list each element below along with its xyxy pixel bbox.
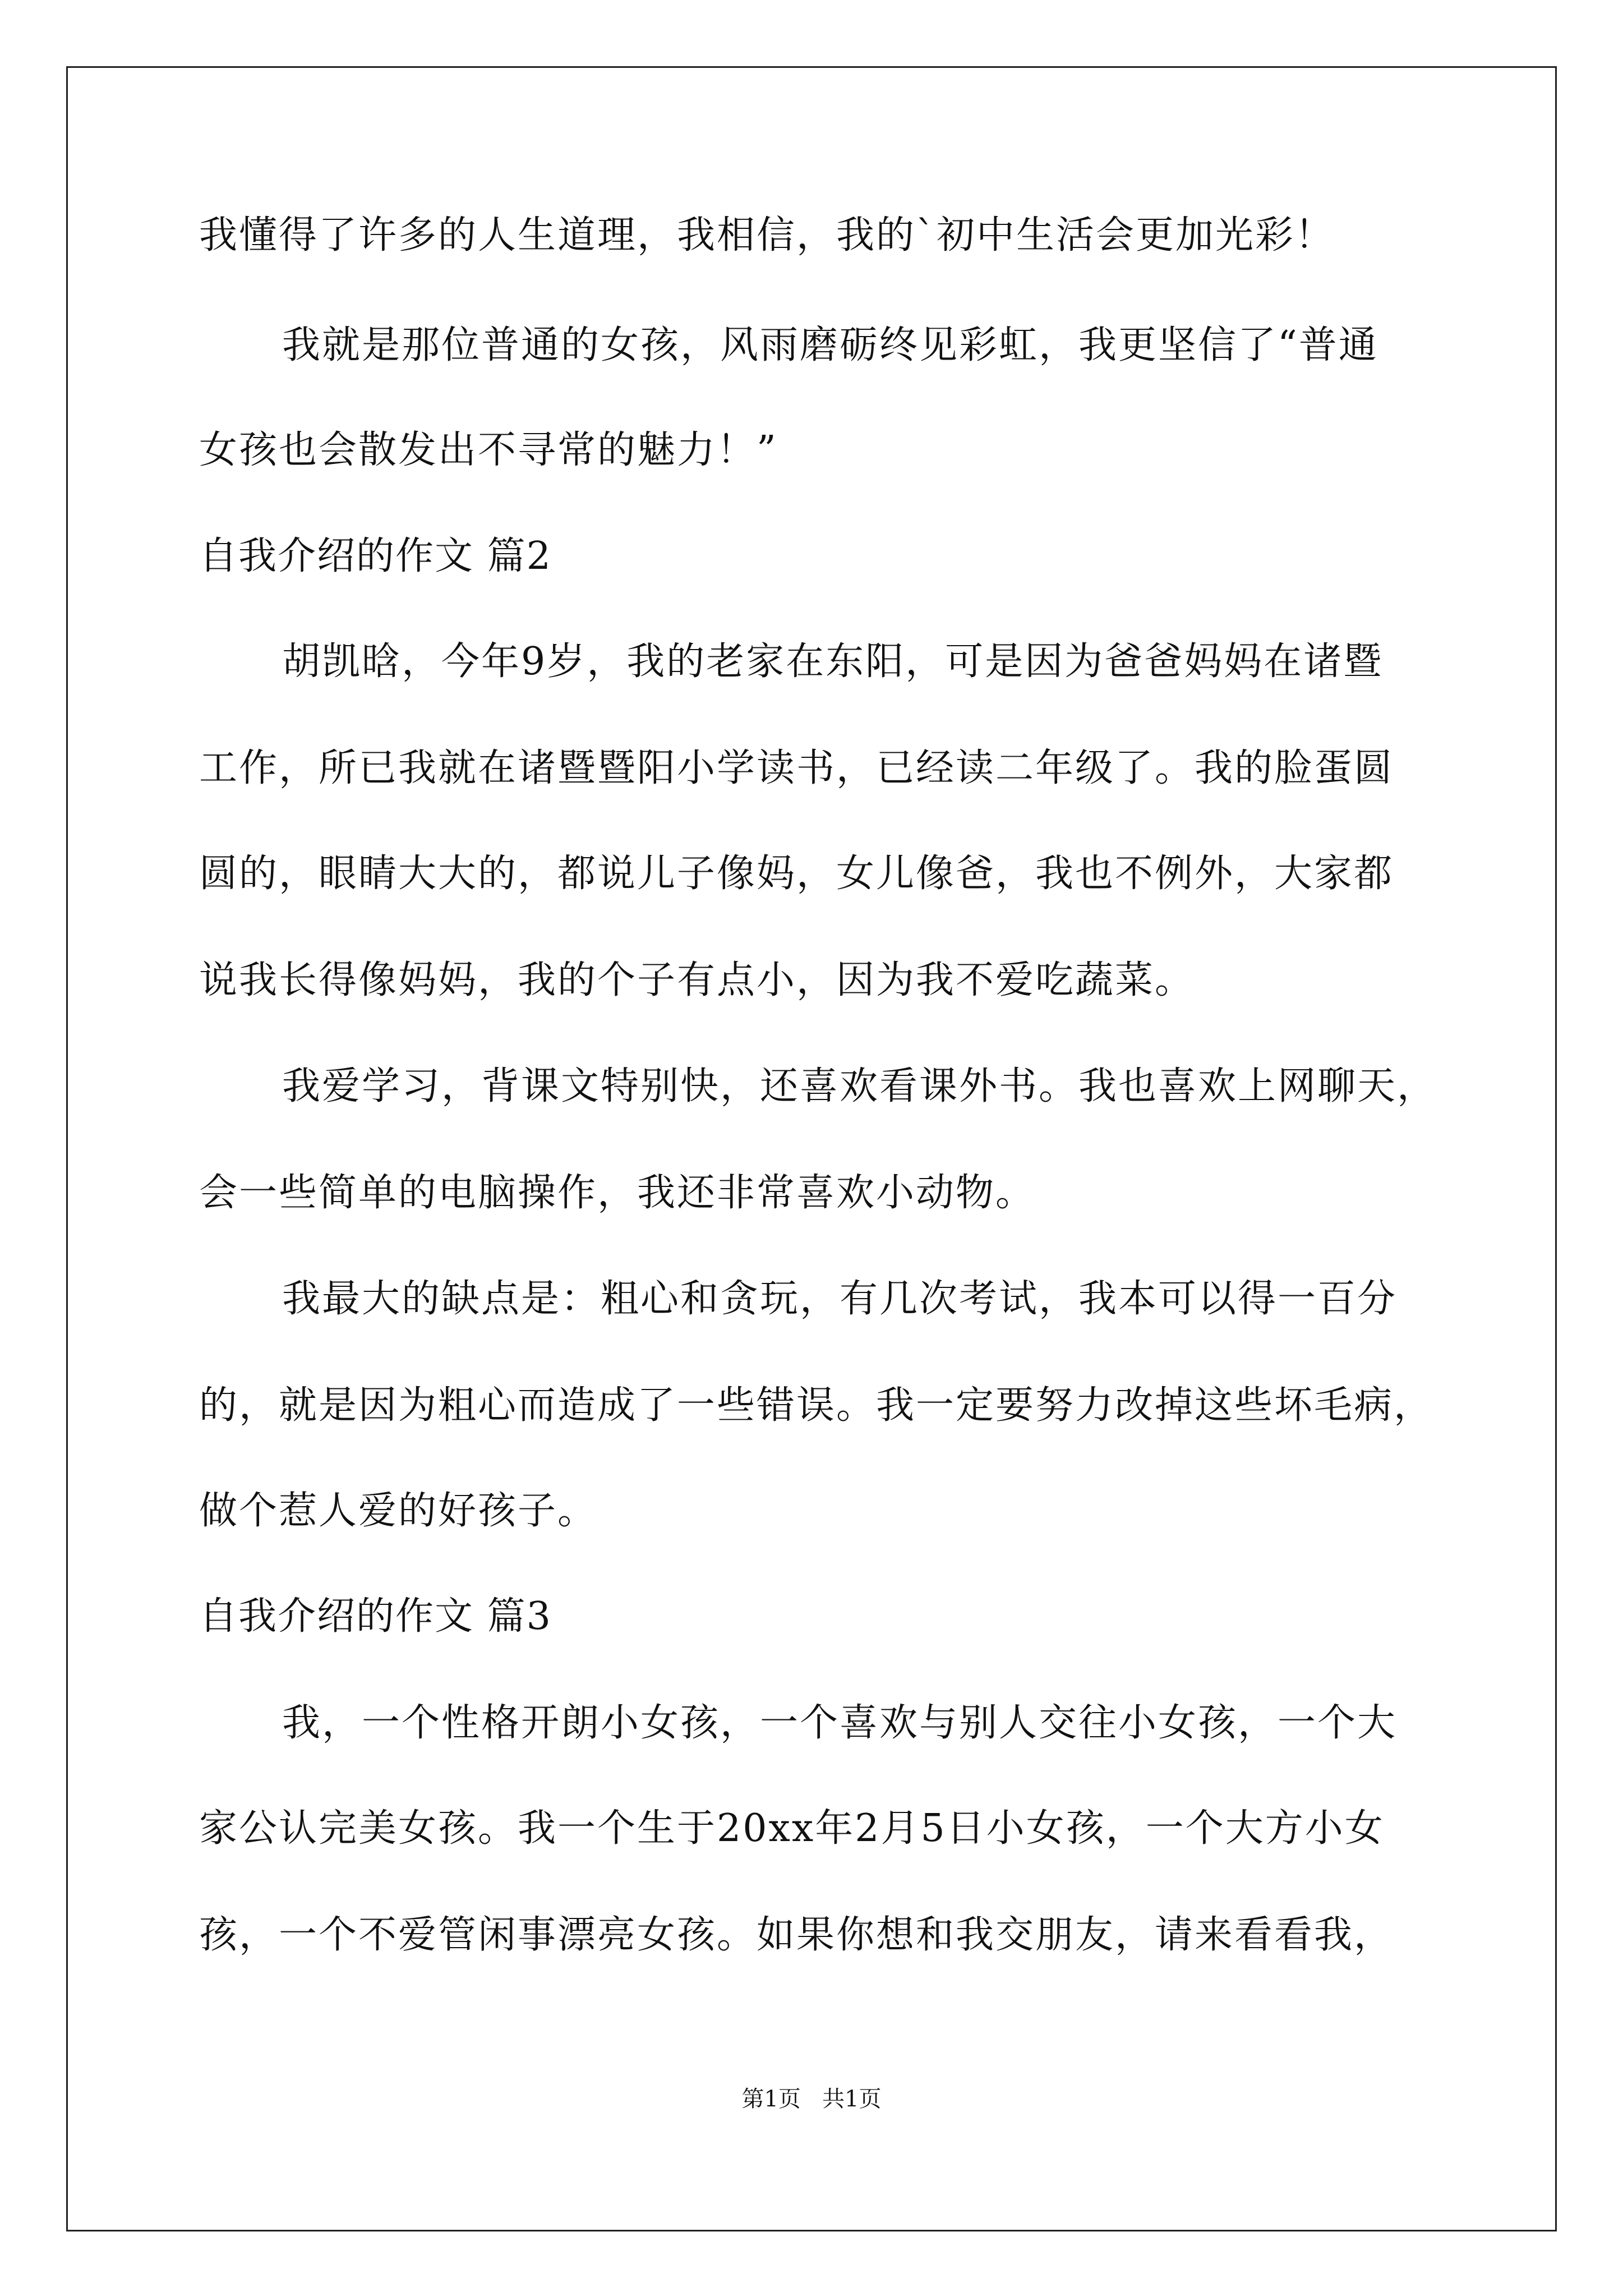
page-footer: 第1页 共1页 — [741, 2086, 882, 2112]
paragraph-line: 我最大的缺点是：粗心和贪玩，有几次考试，我本可以得一百分 — [282, 1277, 1398, 1321]
paragraph-line: 做个惹人爱的好孩子。 — [199, 1489, 598, 1533]
paragraph-line: 说我长得像妈妈，我的个子有点小，因为我不爱吃蔬菜。 — [199, 958, 1195, 1002]
section-heading: 自我介绍的作文 篇3 — [199, 1594, 552, 1639]
paragraph-line: 我就是那位普通的女孩，风雨磨砺终见彩虹，我更坚信了“普通 — [282, 323, 1378, 367]
paragraph-line: 孩，一个不爱管闲事漂亮女孩。如果你想和我交朋友，请来看看我， — [199, 1913, 1394, 1957]
paragraph-line: 胡凯晗，今年9岁，我的老家在东阳，可是因为爸爸妈妈在诸暨 — [282, 639, 1384, 684]
paragraph-line: 女孩也会散发出不寻常的魅力！” — [199, 428, 778, 472]
page-frame — [66, 66, 1557, 2231]
paragraph-line: 家公认完美女孩。我一个生于20xx年2月5日小女孩，一个大方小女 — [199, 1806, 1385, 1851]
paragraph-line: 我懂得了许多的人生道理，我相信，我的`初中生活会更加光彩！ — [199, 213, 1335, 257]
paragraph-line: 的，就是因为粗心而造成了一些错误。我一定要努力改掉这些坏毛病， — [199, 1383, 1434, 1428]
paragraph-line: 我爱学习，背课文特别快，还喜欢看课外书。我也喜欢上网聊天， — [282, 1064, 1437, 1108]
paragraph-line: 会一些简单的电脑操作，我还非常喜欢小动物。 — [199, 1171, 1036, 1215]
paragraph-line: 圆的，眼睛大大的，都说儿子像妈，女儿像爸，我也不例外，大家都 — [199, 852, 1394, 896]
section-heading: 自我介绍的作文 篇2 — [199, 534, 552, 578]
paragraph-line: 我，一个性格开朗小女孩，一个喜欢与别人交往小女孩，一个大 — [282, 1701, 1398, 1745]
paragraph-line: 工作，所已我就在诸暨暨阳小学读书，已经读二年级了。我的脸蛋圆 — [199, 746, 1394, 790]
